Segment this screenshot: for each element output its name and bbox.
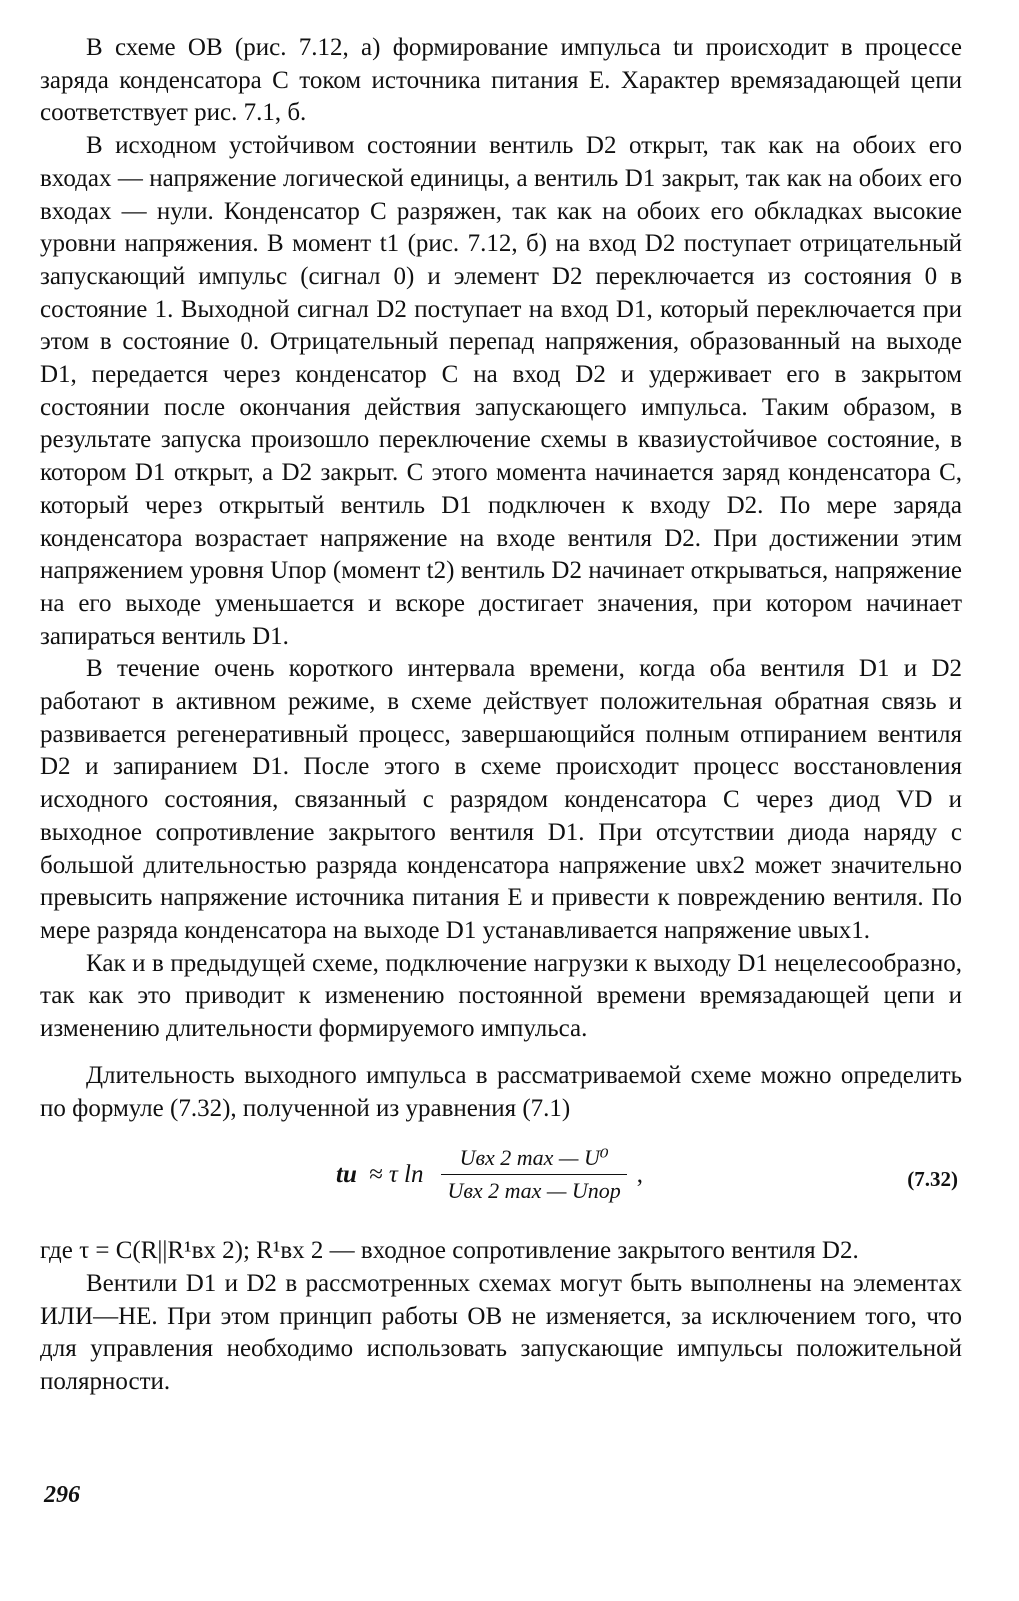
paragraph-5: Длительность выходного импульса в рассматриваемой схеме можно определить по формуле (7.32), полученной из уравнения (7.1) [40,1061,962,1122]
page-number: 296 [44,1482,80,1508]
paragraph-3: В течение очень короткого интервала времени, когда оба вентиля D1 и D2 работают в активном режиме, в схеме действует положительная обратная связь и развивается регенеративный процесс, завершающийся полным отпиранием вентиля D2 и запиранием D1. После этого в схеме происходит процесс восстановления исходного состояния, связанный с разрядом конденсатора С через диод VD и выходное сопротивление закрытого вентиля D1. При отсутствии диода наряду с большой длительностью разряда конденсатора напряжение uвх2 может значительно превысить напряжение источника питания Е и привести к повреждению вентиля. По мере разряда конденсатора на выходе D1 устанавливается напряжение uвых1. [40,655,962,944]
formula-body [336,1145,643,1204]
formula-7-32 [40,1131,962,1231]
formula-trailing-comma: , [636,1160,644,1188]
paragraph-4: Как и в предыдущей схеме, подключение нагрузки к выходу D1 нецелесообразно, так как это приводит к изменению постоянной времени времязадающей цепи и изменению длительности формируемого импульса. [40,949,962,1043]
formula-number: (7.32) [907,1167,958,1192]
paragraph-2: В исходном устойчивом состоянии вентиль D2 открыт, так как на обоих его входах — напряжение логической единицы, а вентиль D1 закрыт, так как на обоих его входах — нули. Конденсатор С разряжен, так как на обоих его обкладках высокие уровни напряжения. В момент t1 (рис. 7.12, б) на вход D2 поступает отрицательный запускающий импульс (сигнал 0) и элемент D2 переключается из состояния 0 в состояние 1. Выходной сигнал D2 поступает на вход D1, который переключается при этом в состояние 0. Отрицательный перепад напряжения, образованный на выходе D1, передается через конденсатор С на вход D2 и удерживает его в закрытом состоянии после окончания действия запускающего импульса. Таким образом, в результате запуска произошло переключение схемы в квазиустойчивое состояние, в котором D1 открыт, а D2 закрыт. С этого момента начинается заряд конденсатора С, который через открытый вентиль D1 подключен к входу D2. По мере заряда конденсатора возрастает напряжение на входе вентиля D2. При достижении этим напряжением уровня Uпор (момент t2) вентиль D2 начинает открываться, напряжение на его выходе уменьшается и вскоре достигает значения, при котором начинает запираться вентиль D1. [40,132,962,650]
fraction-bar [441,1174,626,1175]
formula-lhs: tи [336,1160,357,1188]
formula-explanation: где τ = C(R||R¹вх 2); R¹вх 2 — входное сопротивление закрытого вентиля D2. [40,1237,859,1265]
formula-denominator: Uвх 2 max — Uпор [447,1178,621,1204]
formula-numerator: Uвх 2 max — U⁰ [459,1145,609,1171]
formula-operator: ≈ τ ln [368,1160,424,1188]
paragraph-6: Вентили D1 и D2 в рассмотренных схемах могут быть выполнены на элементах ИЛИ—НЕ. При этом принцип работы ОВ не изменяется, за исключением того, что для управления необходимо использовать запускающие импульсы положительной полярности. [40,1269,962,1396]
paragraph-1: В схеме ОВ (рис. 7.12, а) формирование импульса tи происходит в процессе заряда конденсатора С током источника питания Е. Характер времязадающей цепи соответствует рис. 7.1, б. [40,34,962,127]
page-content [40,32,962,1399]
formula-fraction [441,1145,626,1204]
